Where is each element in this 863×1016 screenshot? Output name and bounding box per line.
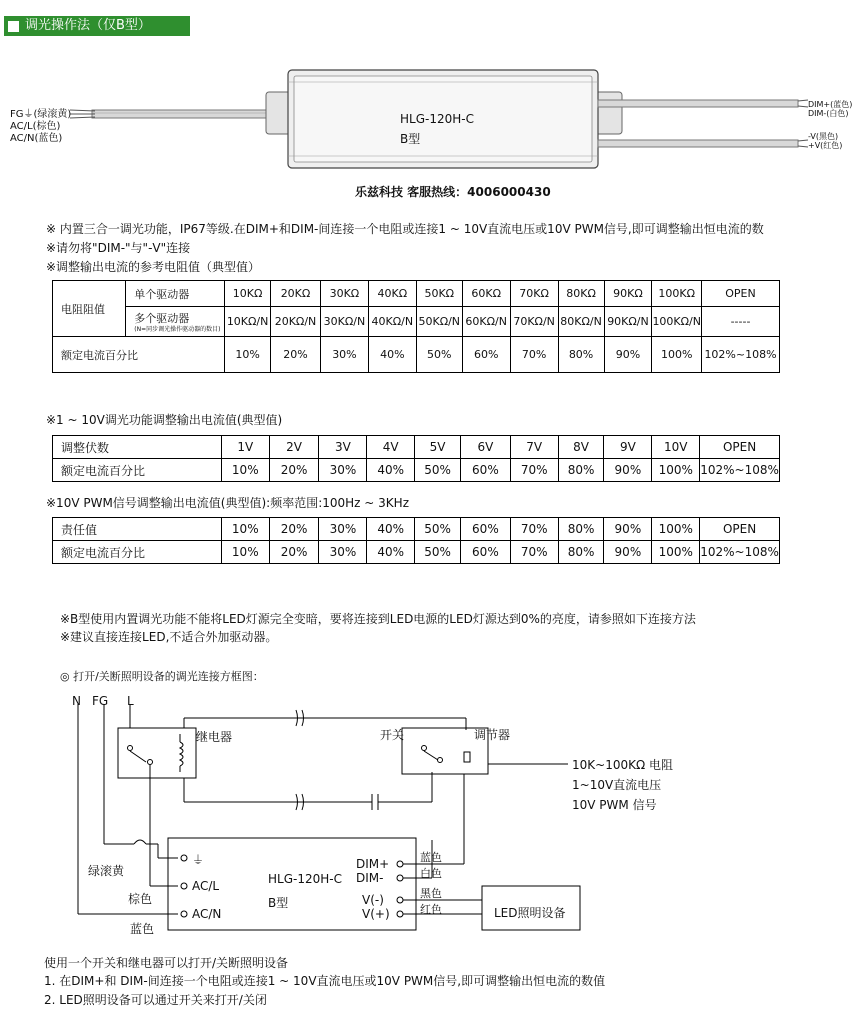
- t2-row2-cell: 50%: [415, 459, 461, 482]
- t2-row2-cell: 10%: [221, 459, 269, 482]
- t2-row1-cell: 4V: [367, 436, 415, 459]
- t3-row1-label: 责任值: [53, 518, 222, 541]
- wire-green-yellow: 绿滚黄: [88, 864, 125, 878]
- psu-pin-dimn: DIM-: [356, 871, 384, 885]
- right-wire-dimp: DIM+(蓝色): [808, 100, 853, 109]
- resistance-table: [52, 280, 780, 373]
- table3-title: ※10V PWM信号调整输出电流值(典型值):频率范围:100Hz ~ 3KHz: [46, 496, 409, 510]
- t3-row2-cell: 80%: [558, 541, 604, 564]
- t1-multi-cell: 50KΩ/N: [416, 307, 462, 337]
- t1-multi-cell: 70KΩ/N: [510, 307, 558, 337]
- t2-row2-cell: 30%: [319, 459, 367, 482]
- t2-row2-cell: 20%: [269, 459, 319, 482]
- led-device-box: LED照明设备: [494, 906, 566, 920]
- t2-row1-cell: 10V: [652, 436, 700, 459]
- t2-row1-cell: 6V: [460, 436, 510, 459]
- regulator-note-3: 10V PWM 信号: [572, 798, 657, 812]
- t2-row1-cell: 8V: [558, 436, 604, 459]
- product-model: HLG-120H-C: [400, 112, 474, 126]
- wire-color-red: 红色: [420, 903, 442, 916]
- t1-single-cell: 100KΩ: [652, 281, 702, 307]
- left-wire-fg: FG⏚(绿滚黄): [10, 109, 72, 120]
- t2-row2-label: 额定电流百分比: [53, 459, 222, 482]
- t1-percent-cell: 30%: [320, 337, 368, 373]
- t2-row2-cell: 100%: [652, 459, 700, 482]
- t1-percent-cell: 90%: [604, 337, 652, 373]
- left-wire-acl: AC/L(棕色): [10, 121, 61, 132]
- wire-color-white: 白色: [420, 867, 442, 880]
- wire-color-blue: 蓝色: [420, 851, 442, 864]
- t1-percent-cell: 100%: [652, 337, 702, 373]
- t3-row2-cell: 50%: [415, 541, 461, 564]
- t3-row2-cell: 90%: [604, 541, 652, 564]
- t3-row1-cell: 90%: [604, 518, 652, 541]
- terminal-n: N: [72, 694, 81, 708]
- psu-pin-ground: ⏚: [192, 853, 205, 867]
- t2-row1-cell: 5V: [415, 436, 461, 459]
- t3-row2-cell: 10%: [221, 541, 269, 564]
- t1-row-header: 电阻阻值: [53, 281, 126, 337]
- left-wire-acn: AC/N(蓝色): [10, 133, 63, 144]
- t2-row1-cell: 7V: [510, 436, 558, 459]
- t3-row1-cell: 10%: [221, 518, 269, 541]
- psu-pin-vn: V(-): [362, 893, 384, 907]
- psu-pin-acl: AC/L: [192, 879, 220, 893]
- t1-single-cell: 50KΩ: [416, 281, 462, 307]
- t1-percent-cell: 20%: [271, 337, 321, 373]
- t3-row1-cell: 100%: [652, 518, 700, 541]
- terminal-l: L: [127, 694, 134, 708]
- t1-multi-cell: 80KΩ/N: [558, 307, 604, 337]
- t3-row1-cell: OPEN: [700, 518, 780, 541]
- right-wire-vp: +V(红色): [808, 141, 843, 150]
- t2-row1-cell: OPEN: [700, 436, 780, 459]
- psu-type: B型: [268, 896, 289, 910]
- t1-single-cell: 10KΩ: [225, 281, 271, 307]
- t1-single-cell: 20KΩ: [271, 281, 321, 307]
- section-title-text: 调光操作法（仅B型）: [25, 18, 151, 33]
- t3-row2-cell: 100%: [652, 541, 700, 564]
- note-2: ※请勿将"DIM-"与"-V"连接: [46, 241, 191, 255]
- right-wire-vn: -V(黑色): [808, 132, 839, 141]
- product-type: B型: [400, 132, 421, 146]
- t2-row2-cell: 70%: [510, 459, 558, 482]
- t1-percent-label: 额定电流百分比: [53, 337, 225, 373]
- t1-multi-cell: -----: [702, 307, 780, 337]
- regulator-label: 调节器: [474, 728, 511, 742]
- switch-label: 开关: [380, 728, 405, 742]
- t3-row2-cell: 70%: [510, 541, 558, 564]
- t1-multi-note: (N=同步调光操作驱动器的数目): [134, 326, 221, 333]
- psu-pin-vp: V(+): [362, 907, 390, 921]
- footer-3: 2. LED照明设备可以通过开关来打开/关闭: [44, 993, 267, 1007]
- t1-multi-label-cell: [126, 307, 225, 337]
- wire-color-black: 黑色: [420, 887, 442, 900]
- t1-single-cell: 40KΩ: [368, 281, 416, 307]
- wire-blue: 蓝色: [130, 922, 155, 936]
- t1-percent-cell: 40%: [368, 337, 416, 373]
- t3-row2-cell: 20%: [269, 541, 319, 564]
- t1-single-cell: 80KΩ: [558, 281, 604, 307]
- t1-percent-cell: 50%: [416, 337, 462, 373]
- t3-row1-cell: 40%: [367, 518, 415, 541]
- t1-multi-cell: 30KΩ/N: [320, 307, 368, 337]
- footer-1: 使用一个开关和继电器可以打开/关断照明设备: [44, 956, 289, 970]
- t3-row2-cell: 102%~108%: [700, 541, 780, 564]
- wire-brown: 棕色: [128, 892, 153, 906]
- t1-percent-cell: 10%: [225, 337, 271, 373]
- t3-row2-label: 额定电流百分比: [53, 541, 222, 564]
- voltage-table: [52, 435, 780, 482]
- t2-row2-cell: 102%~108%: [700, 459, 780, 482]
- t2-row1-label: 调整伏数: [53, 436, 222, 459]
- t1-multi-cell: 60KΩ/N: [462, 307, 510, 337]
- t3-row1-cell: 80%: [558, 518, 604, 541]
- t2-row1-cell: 3V: [319, 436, 367, 459]
- t2-row2-cell: 80%: [558, 459, 604, 482]
- t1-multi-cell: 100KΩ/N: [652, 307, 702, 337]
- relay-label: 继电器: [196, 730, 233, 744]
- t1-single-cell: 90KΩ: [604, 281, 652, 307]
- t1-percent-cell: 80%: [558, 337, 604, 373]
- t1-multi-cell: 10KΩ/N: [225, 307, 271, 337]
- table2-title: ※1 ~ 10V调光功能调整输出电流值(典型值): [46, 413, 283, 427]
- t1-percent-cell: 70%: [510, 337, 558, 373]
- t2-row1-cell: 2V: [269, 436, 319, 459]
- pwm-table: [52, 517, 780, 564]
- footer-2: 1. 在DIM+和 DIM-间连接一个电阻或连接1 ~ 10V直流电压或10V PWM信号,即可调整输出恒电流的数值: [44, 974, 606, 988]
- t3-row1-cell: 60%: [460, 518, 510, 541]
- note-3: ※调整输出电流的参考电阻值（典型值）: [46, 260, 261, 274]
- t2-row2-cell: 60%: [460, 459, 510, 482]
- t3-row2-cell: 60%: [460, 541, 510, 564]
- t1-percent-cell: 60%: [462, 337, 510, 373]
- t2-row1-cell: 9V: [604, 436, 652, 459]
- t3-row2-cell: 30%: [319, 541, 367, 564]
- note-1: ※ 内置三合一调光功能，IP67等级.在DIM+和DIM-间连接一个电阻或连接1 ~ 10V直流电压或10V PWM信号,即可调整输出恒电流的数: [46, 222, 764, 236]
- t3-row1-cell: 50%: [415, 518, 461, 541]
- regulator-note-2: 1~10V直流电压: [572, 778, 662, 792]
- psu-pin-acn: AC/N: [192, 907, 222, 921]
- t2-row2-cell: 90%: [604, 459, 652, 482]
- t1-multi-label: 多个驱动器: [134, 312, 190, 325]
- t1-single-label: 单个驱动器: [126, 281, 225, 307]
- psu-model: HLG-120H-C: [268, 872, 342, 886]
- b-note-2: ※建议直接连接LED,不适合外加驱动器。: [60, 630, 278, 644]
- diagram-title: ◎ 打开/关断照明设备的调光连接方框图：: [60, 670, 264, 683]
- t3-row1-cell: 20%: [269, 518, 319, 541]
- right-wire-dimn: DIM-(白色): [808, 109, 849, 118]
- regulator-note-1: 10K~100KΩ 电阻: [572, 758, 673, 772]
- t1-single-cell: 30KΩ: [320, 281, 368, 307]
- t1-percent-cell: 102%~108%: [702, 337, 780, 373]
- t1-single-cell: OPEN: [702, 281, 780, 307]
- t3-row2-cell: 40%: [367, 541, 415, 564]
- product-caption: 乐兹科技 客服热线：4006000430: [355, 185, 551, 199]
- t1-single-cell: 60KΩ: [462, 281, 510, 307]
- terminal-fg: FG: [92, 694, 109, 708]
- t1-multi-cell: 20KΩ/N: [271, 307, 321, 337]
- t1-multi-cell: 40KΩ/N: [368, 307, 416, 337]
- square-icon: [8, 21, 19, 32]
- t2-row2-cell: 40%: [367, 459, 415, 482]
- section-title: [4, 16, 190, 36]
- t1-multi-cell: 90KΩ/N: [604, 307, 652, 337]
- t3-row1-cell: 30%: [319, 518, 367, 541]
- b-note-1: ※B型使用内置调光功能不能将LED灯源完全变暗，要将连接到LED电源的LED灯源达到0%的亮度，请参照如下连接方法: [60, 612, 696, 626]
- psu-pin-dimp: DIM+: [356, 857, 390, 871]
- t2-row1-cell: 1V: [221, 436, 269, 459]
- t1-single-cell: 70KΩ: [510, 281, 558, 307]
- t3-row1-cell: 70%: [510, 518, 558, 541]
